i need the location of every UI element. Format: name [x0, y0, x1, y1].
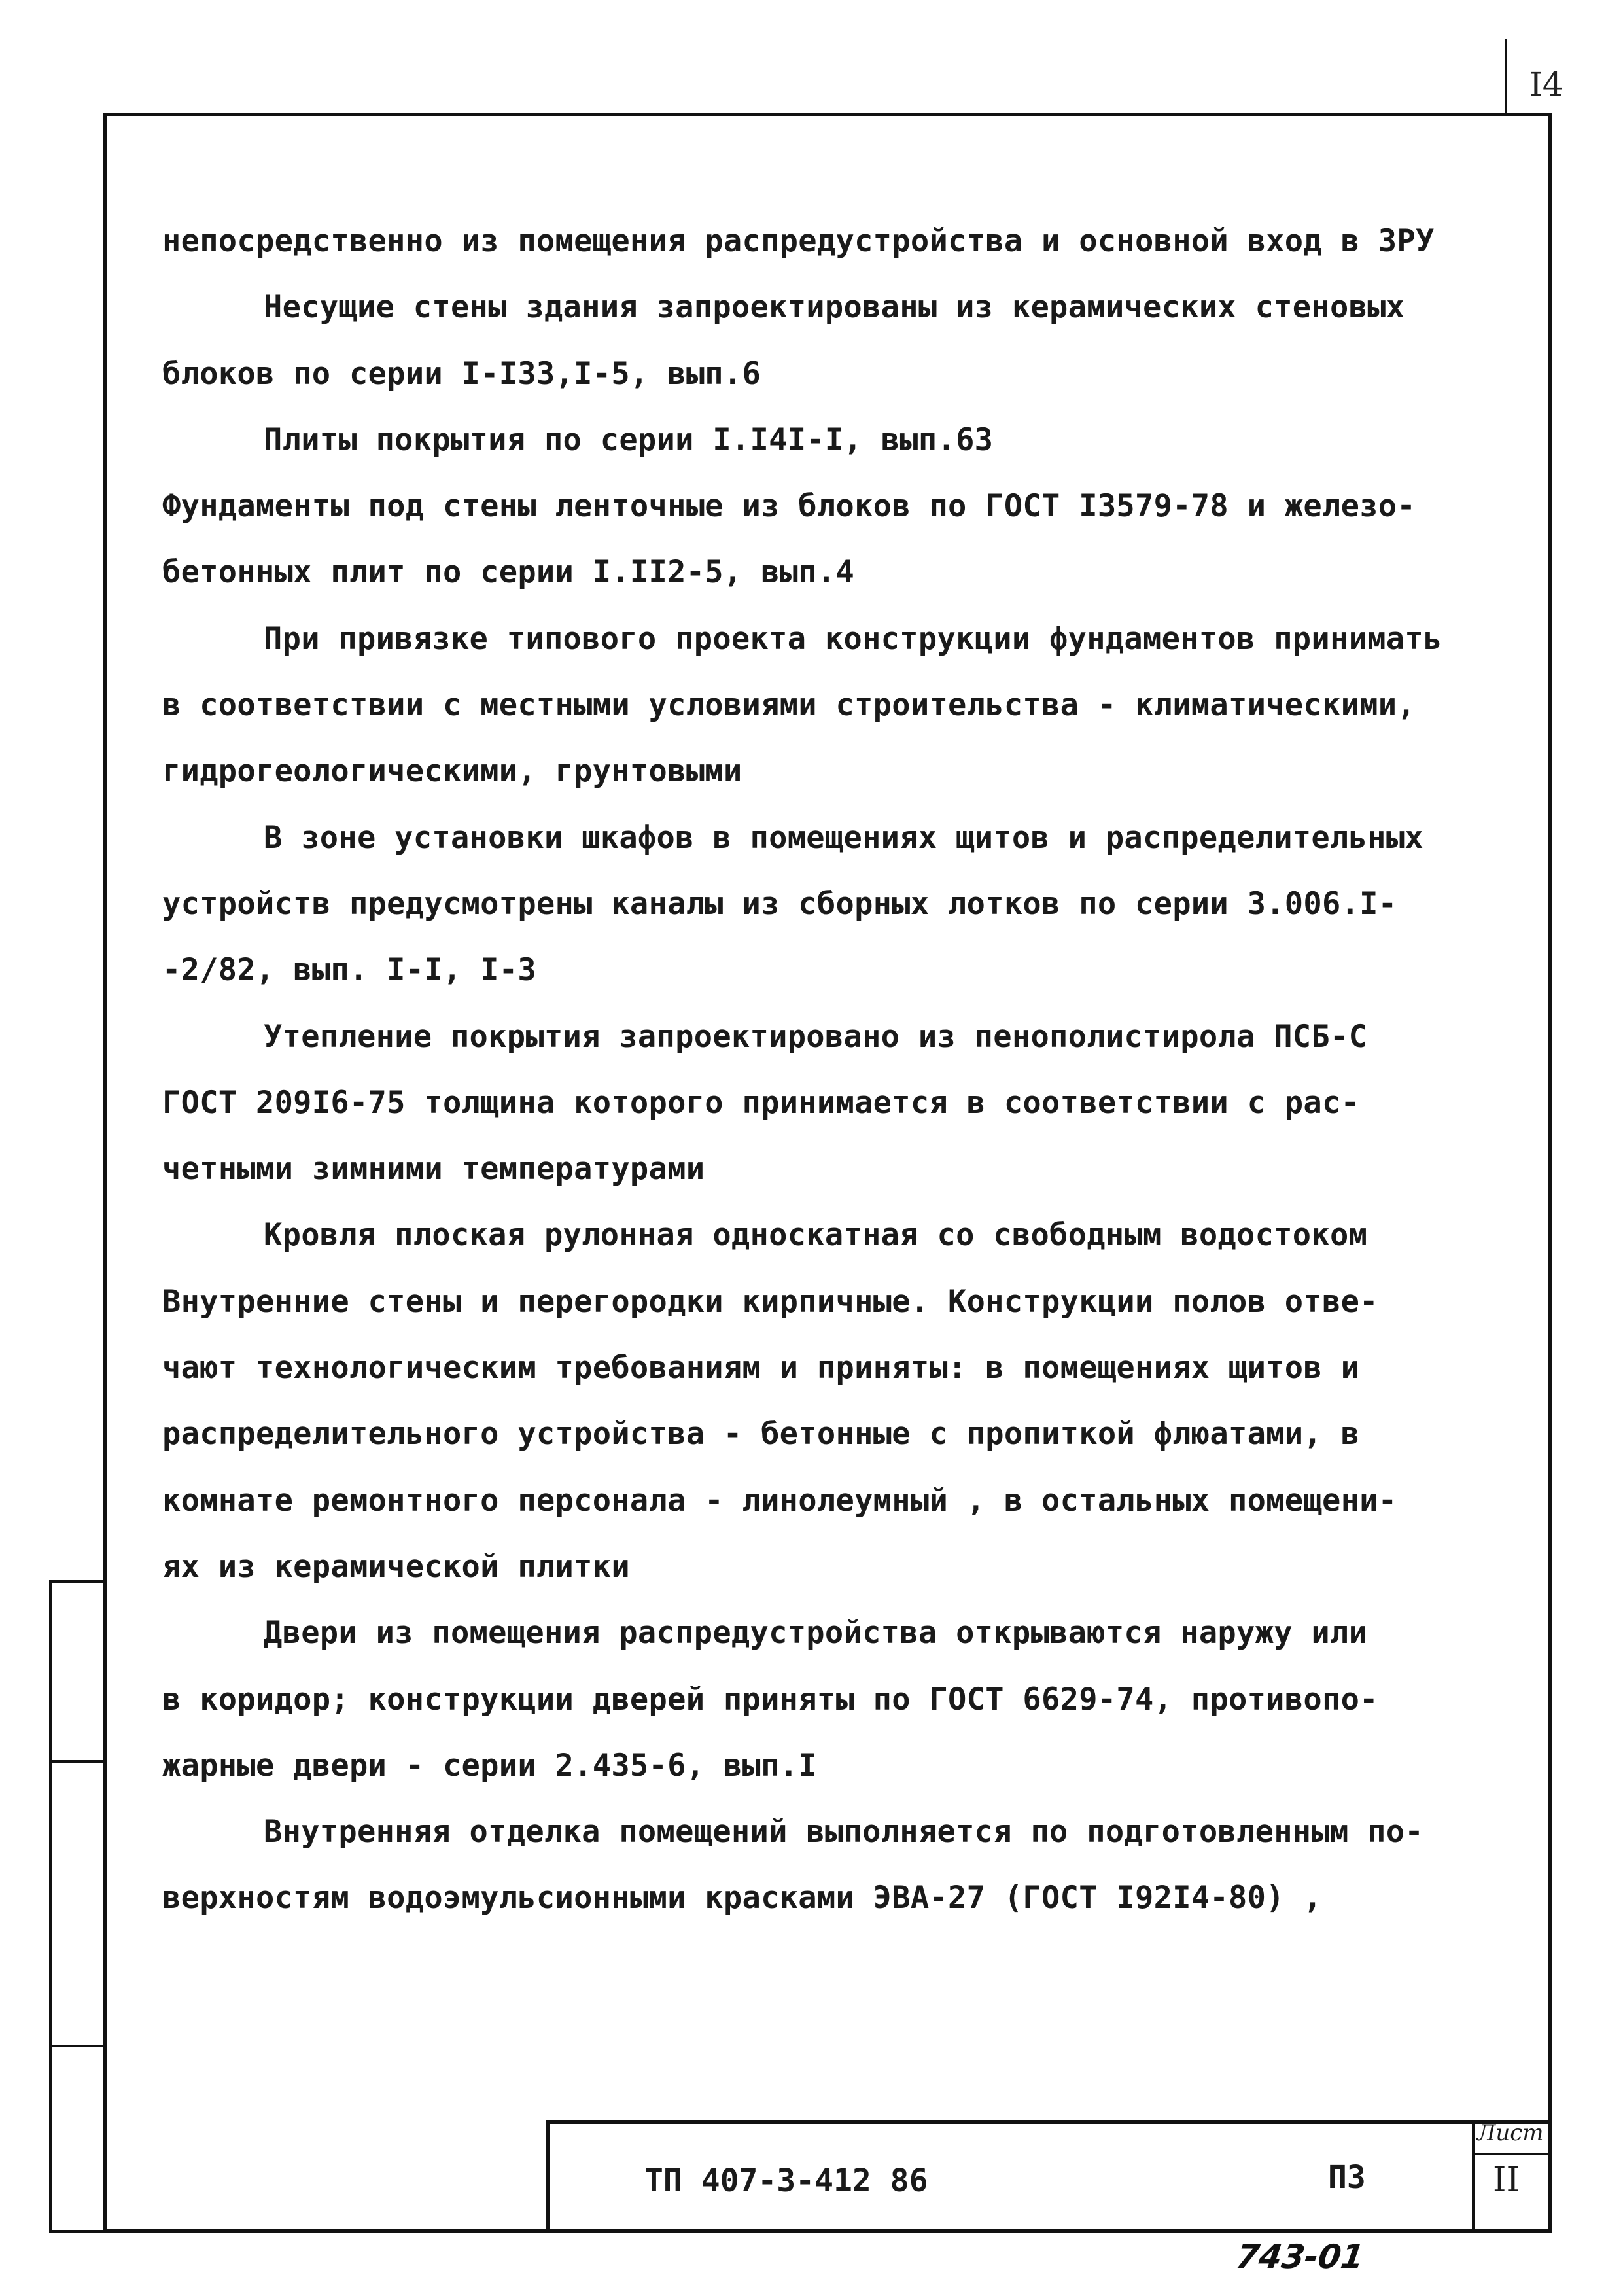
left-margin-divider [49, 1760, 107, 1763]
text-line: бетонных плит по серии I.II2-5, вып.4 [162, 554, 855, 591]
document-section: ПЗ [1328, 2159, 1366, 2196]
text-line: ГОСТ 209I6-75 толщина которого принимается в соответствии с рас- [162, 1084, 1360, 1121]
document-body [162, 208, 1543, 1932]
text-line: в соответствии с местными условиями строительства - климатическими, [162, 687, 1416, 724]
text-line: блоков по серии I-I33,I-5, вып.6 [162, 355, 761, 392]
text-line: В зоне установки шкафов в помещениях щитов и распределительных [264, 819, 1423, 856]
text-line: Двери из помещения распредустройства открываются наружу или [264, 1615, 1368, 1651]
text-line: непосредственно из помещения распредустройства и основной вход в ЗРУ [162, 223, 1435, 259]
text-line: чают технологическим требованиям и приняты: в помещениях щитов и [162, 1350, 1360, 1386]
text-line: Утепление покрытия запроектировано из пенополистирола ПСБ-С [264, 1018, 1368, 1055]
text-line: комнате ремонтного персонала - линолеумный , в остальных помещени- [162, 1482, 1397, 1519]
text-line: четными зимними температурами [162, 1151, 705, 1188]
text-line: Фундаменты под стены ленточные из блоков по ГОСТ I3579-78 и железо- [162, 488, 1416, 525]
sheet-cell-divider [1472, 2153, 1552, 2155]
text-line: Кровля плоская рулонная односкатная со свободным водостоком [264, 1217, 1368, 1254]
text-line: ях из керамической плитки [162, 1548, 630, 1585]
text-line: Внутренняя отделка помещений выполняется по подготовленным по- [264, 1814, 1423, 1850]
text-line: -2/82, вып. I-I, I-3 [162, 952, 536, 989]
text-line: распределительного устройства - бетонные с пропиткой флюатами, в [162, 1416, 1360, 1453]
text-line: верхностям водоэмульсионными красками ЭВА-27 (ГОСТ I92I4-80) , [162, 1880, 1322, 1916]
left-margin-stamp-block [49, 1580, 107, 2233]
left-margin-divider [49, 2045, 107, 2047]
text-line: гидрогеологическими, грунтовыми [162, 753, 742, 790]
text-line: в коридор; конструкции дверей приняты по ГОСТ 6629-74, противопо- [162, 1681, 1378, 1718]
document-code: ТП 407-3-412 86 [644, 2163, 928, 2199]
text-line: жарные двери - серии 2.435-6, вып.I [162, 1747, 817, 1784]
corner-tick [1505, 39, 1507, 116]
sheet-number: II [1493, 2161, 1520, 2200]
text-line: Внутренние стены и перегородки кирпичные. Конструкции полов отве- [162, 1283, 1378, 1320]
corner-page-number: I4 [1529, 65, 1563, 103]
text-line: При привязке типового проекта конструкции фундаментов принимать [264, 620, 1442, 657]
text-line: Плиты покрытия по серии I.I4I-I, вып.63 [264, 421, 994, 458]
sheet-label: Лист [1477, 2120, 1544, 2146]
handwritten-stamp-number: 743-01 [1233, 2238, 1367, 2276]
text-line: Несущие стены здания запроектированы из керамических стеновых [264, 289, 1405, 326]
text-line: устройств предусмотрены каналы из сборных лотков по серии 3.006.I- [162, 885, 1397, 922]
